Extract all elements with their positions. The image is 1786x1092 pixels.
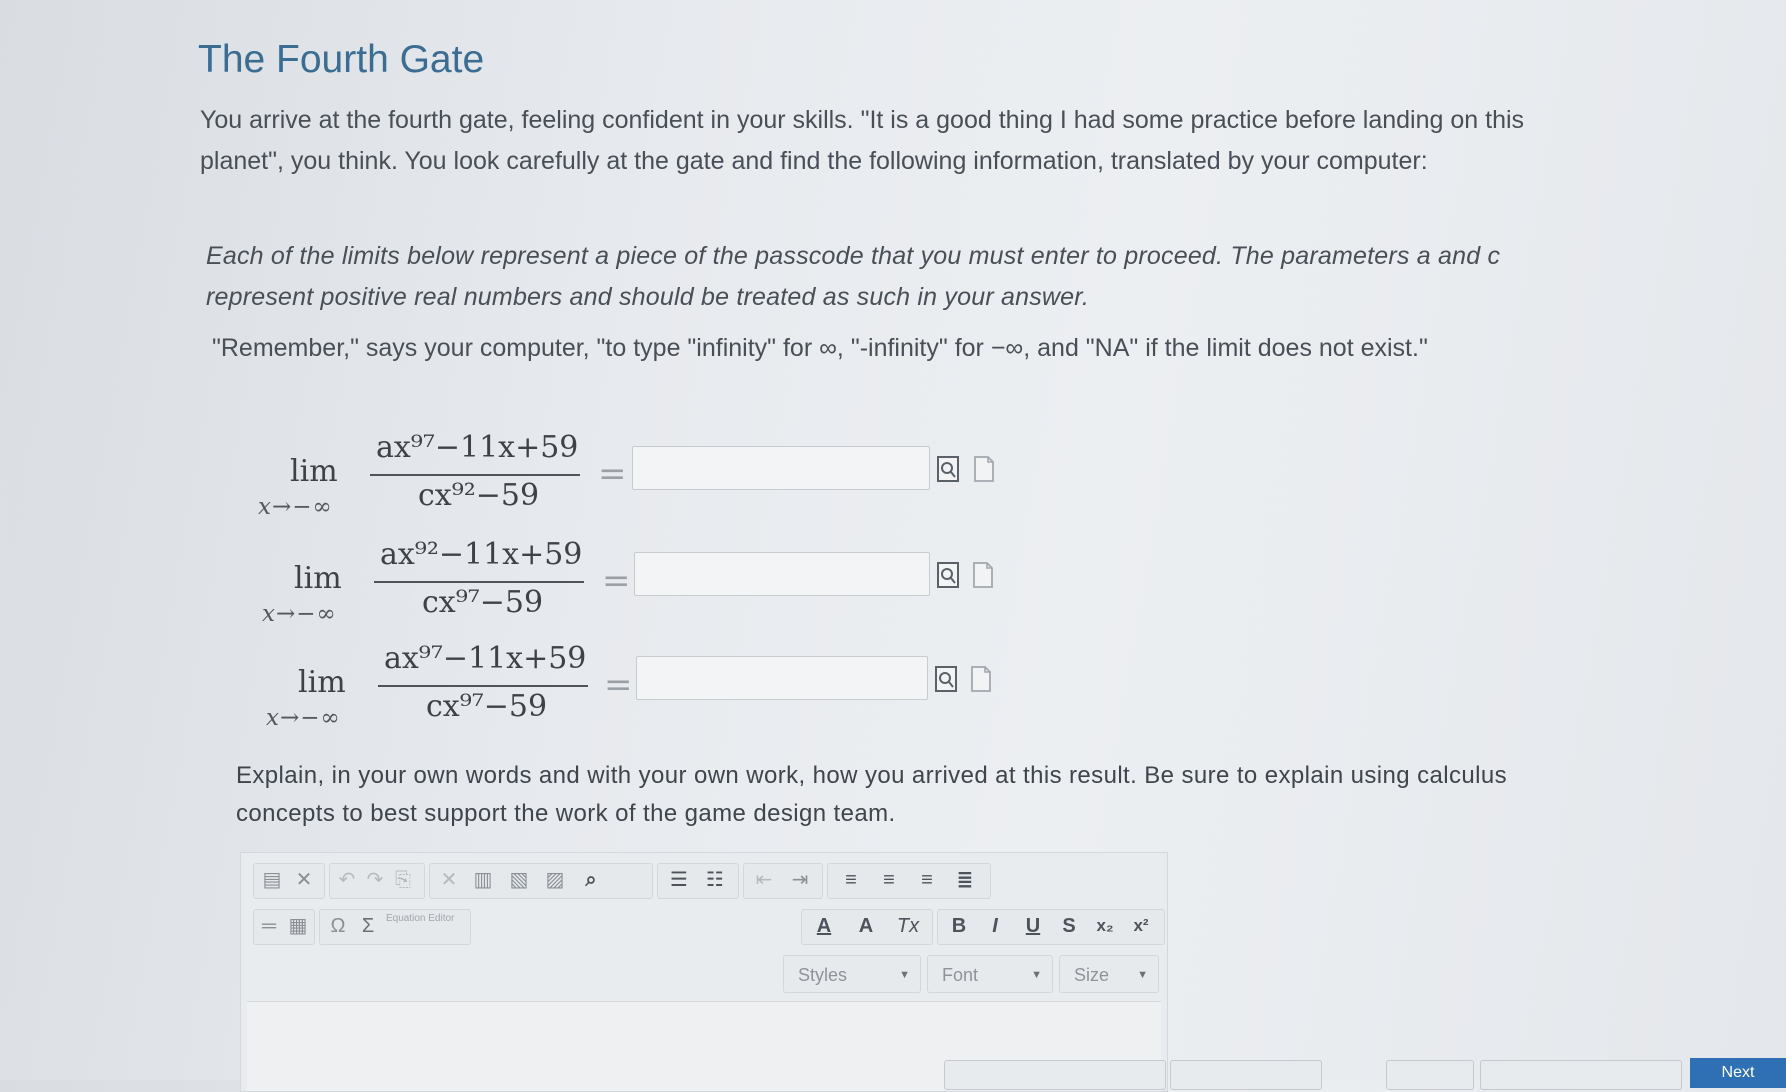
lim-subscript: x→−∞ xyxy=(266,705,341,731)
size-dropdown-label: Size xyxy=(1074,965,1110,985)
styles-dropdown[interactable] xyxy=(783,955,921,993)
numerator: ax⁹⁷−11x+59 xyxy=(376,430,579,465)
bottom-nav-button[interactable] xyxy=(1386,1060,1474,1090)
rich-text-editor xyxy=(240,852,1168,1092)
denominator: cx⁹⁷−59 xyxy=(422,585,544,620)
help-document-icon[interactable] xyxy=(971,561,995,589)
limit-3-answer-input[interactable] xyxy=(636,656,928,700)
bottom-nav-button[interactable] xyxy=(944,1060,1166,1090)
next-button[interactable]: Next xyxy=(1690,1058,1786,1088)
remove-format-icon[interactable]: Tx xyxy=(896,915,920,937)
preview-icon[interactable] xyxy=(936,455,960,483)
toolbar-group-indent xyxy=(743,863,823,899)
preview-icon[interactable] xyxy=(934,665,958,693)
undo-icon[interactable]: ↶ xyxy=(338,869,356,891)
equals-sign: = xyxy=(604,665,633,705)
help-document-icon[interactable] xyxy=(972,455,996,483)
bottom-nav-button[interactable] xyxy=(1170,1060,1322,1090)
source-icon[interactable]: ▤ xyxy=(262,869,282,891)
superscript-button[interactable]: x² xyxy=(1133,916,1149,935)
equals-sign: = xyxy=(598,454,627,494)
italic-button[interactable]: I xyxy=(992,915,998,937)
lim-label: lim xyxy=(294,561,342,596)
lim-subscript: x→−∞ xyxy=(258,494,333,520)
chevron-down-icon: ▼ xyxy=(899,969,910,981)
align-center-icon[interactable]: ≡ xyxy=(883,869,895,891)
bottom-nav-button[interactable] xyxy=(1480,1060,1682,1090)
numbered-list-icon[interactable]: ☰ xyxy=(670,869,688,891)
strikethrough-button[interactable]: S xyxy=(1062,915,1076,937)
font-dropdown-label: Font xyxy=(942,965,979,985)
bulleted-list-icon[interactable]: ☷ xyxy=(706,869,724,891)
paste-text-icon[interactable]: ▧ xyxy=(509,869,529,891)
find-icon[interactable]: ⌕ xyxy=(585,869,597,891)
intro-paragraph: You arrive at the fourth gate, feeling confident in your skills. "It is a good thing I had some practice before landing on this planet", you think. You look carefully at the gate and find the following information, translated by your computer: xyxy=(200,106,1525,175)
limit-1-answer-input[interactable] xyxy=(632,446,930,490)
redo-icon[interactable]: ↷ xyxy=(366,869,384,891)
paste-icon[interactable]: ⎘ xyxy=(395,869,411,891)
limit-2-answer-input[interactable] xyxy=(634,552,930,596)
toolbar-group-format xyxy=(937,909,1165,945)
numerator: ax⁹²−11x+59 xyxy=(380,537,583,572)
paste-word-icon[interactable]: ▨ xyxy=(545,869,565,891)
copy-icon[interactable]: ▥ xyxy=(473,869,493,891)
preview-icon[interactable] xyxy=(936,561,960,589)
explain-prompt: Explain, in your own words and with your own work, how you arrived at this result. Be sure to explain using calculus concepts to best support the work of the game design team. xyxy=(236,762,1507,827)
denominator: cx⁹⁷−59 xyxy=(426,689,548,724)
cut-icon[interactable]: ✕ xyxy=(440,869,458,891)
toolbar-group-history xyxy=(329,863,425,899)
background-color-icon[interactable]: A xyxy=(858,915,874,937)
styles-dropdown-label: Styles xyxy=(798,965,848,985)
align-left-icon[interactable]: ≡ xyxy=(845,869,857,891)
sigma-icon[interactable]: Σ xyxy=(361,915,375,937)
chevron-down-icon: ▼ xyxy=(1137,969,1148,981)
maximize-icon[interactable]: ✕ xyxy=(295,869,313,891)
size-dropdown[interactable] xyxy=(1059,955,1159,993)
chevron-down-icon: ▼ xyxy=(1031,969,1042,981)
toolbar-group-clipboard xyxy=(429,863,653,899)
omega-icon[interactable]: Ω xyxy=(330,915,346,937)
align-right-icon[interactable]: ≡ xyxy=(921,869,933,891)
indent-icon[interactable]: ⇥ xyxy=(791,869,809,891)
table-icon[interactable]: ▦ xyxy=(288,915,308,937)
text-color-icon[interactable]: A xyxy=(816,915,832,937)
subscript-button[interactable]: x₂ xyxy=(1096,916,1114,935)
bold-button[interactable]: B xyxy=(951,915,967,937)
lim-label: lim xyxy=(298,665,346,700)
horizontal-rule-icon[interactable]: ═ xyxy=(261,915,277,937)
toolbar-group-lists xyxy=(657,863,739,899)
toolbar-group-math xyxy=(319,909,471,945)
equals-sign: = xyxy=(602,561,631,601)
font-dropdown[interactable] xyxy=(927,955,1053,993)
denominator: cx⁹²−59 xyxy=(418,478,540,513)
toolbar-group-document xyxy=(253,863,325,899)
fraction-bar xyxy=(370,474,580,476)
numerator: ax⁹⁷−11x+59 xyxy=(384,641,587,676)
toolbar-group-align xyxy=(827,863,991,899)
page-title: The Fourth Gate xyxy=(198,38,485,81)
toolbar-group-insert xyxy=(253,909,315,945)
justify-icon[interactable]: ≣ xyxy=(956,869,974,891)
fraction-bar xyxy=(374,581,584,583)
lim-subscript: x→−∞ xyxy=(262,601,337,627)
outdent-icon[interactable]: ⇤ xyxy=(755,869,773,891)
reminder-paragraph: "Remember," says your computer, "to type "infinity" for ∞, "-infinity" for −∞, and "NA" if the limit does not exist." xyxy=(212,334,1428,362)
underline-button[interactable]: U xyxy=(1025,915,1041,937)
fraction-bar xyxy=(378,685,588,687)
instructions-paragraph: Each of the limits below represent a piece of the passcode that you must enter to proceed. The parameters a and c represent positive real numbers and should be treated as such in your answer. xyxy=(206,242,1501,311)
help-document-icon[interactable] xyxy=(969,665,993,693)
lim-label: lim xyxy=(290,454,338,489)
equation-editor-button[interactable]: Equation Editor xyxy=(386,913,455,924)
toolbar-group-colors xyxy=(801,909,933,945)
